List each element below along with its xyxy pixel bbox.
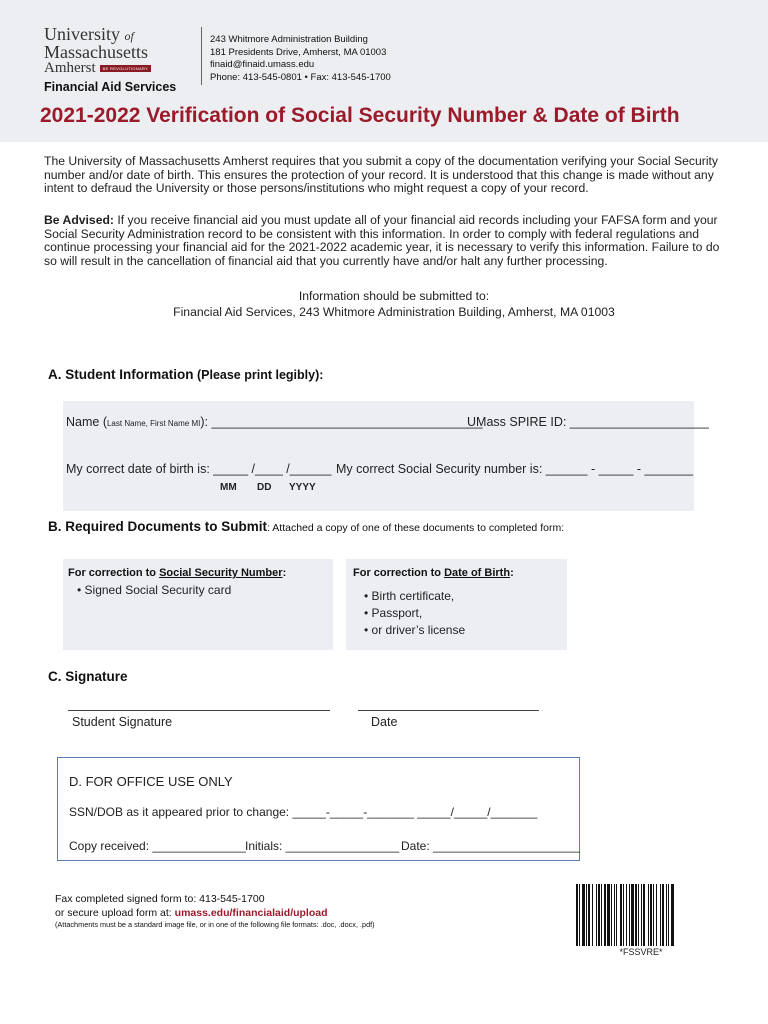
section-b-heading: B. Required Documents to Submit: Attached a copy of one of these documents to completed form: bbox=[48, 519, 565, 534]
contact-phone-fax: Phone: 413-545-0801 • Fax: 413-545-1700 bbox=[210, 71, 391, 83]
student-signature-line[interactable] bbox=[68, 710, 330, 711]
ssn-doc-item: • Signed Social Security card bbox=[77, 583, 232, 597]
student-signature-label: Student Signature bbox=[72, 715, 173, 729]
dob-doc-item: • Passport, bbox=[364, 606, 423, 620]
logo-line-amherst: Amherst BE REVOLUTIONARY bbox=[44, 61, 194, 76]
contact-address-2: 181 Presidents Drive, Amherst, MA 01003 bbox=[210, 46, 387, 58]
prior-ssn-dob-field[interactable]: SSN/DOB as it appeared prior to change: _____-_____-_______ _____/_____/_______ bbox=[69, 805, 538, 819]
submit-line-1: Information should be submitted to: bbox=[298, 289, 490, 303]
dob-field[interactable]: My correct date of birth is: _____ /____ /______ bbox=[66, 462, 332, 476]
date-signature-line[interactable] bbox=[358, 710, 539, 711]
logo-line-university: University of bbox=[44, 24, 134, 44]
department-name: Financial Aid Services bbox=[44, 80, 177, 94]
advised-text: If you receive financial aid you must update all of your financial aid records including your FAFSA form and your Social Security Administration record to be consistent with this information. In order to comply with federal regulations and continue processing your financial aid for the 2021-2022 academic year, it is necessary to verify this information. Failure to do so will result in the cancellation of financial aid that you currently have and/or halt any further processing. bbox=[44, 213, 720, 268]
dob-doc-item: • Birth certificate, bbox=[364, 589, 455, 603]
section-c-heading: C. Signature bbox=[48, 669, 128, 684]
section-a-heading: A. Student Information (Please print legibly): bbox=[48, 367, 324, 382]
fax-instruction: Fax completed signed form to: 413-545-1700 bbox=[55, 893, 265, 905]
contact-email: finaid@finaid.umass.edu bbox=[210, 59, 315, 71]
dob-doc-item: • or driver’s license bbox=[364, 623, 466, 637]
upload-link[interactable]: umass.edu/financialaid/upload bbox=[174, 907, 328, 919]
attachment-note: (Attachments must be a standard image file, or in one of the following file formats: .doc, .docx, .pdf) bbox=[55, 920, 375, 929]
copy-received-field[interactable]: Copy received: ______________ bbox=[69, 839, 246, 853]
dob-documents-heading: For correction to Date of Birth: bbox=[353, 567, 514, 579]
intro-paragraph: The University of Massachusetts Amherst requires that you submit a copy of the documentation verifying your Social Security number and/or date of birth. This ensures the protection of your record. It is understood that this change is made without any intent to defraud the University or those persons/institutions who might request a copy of your record. bbox=[44, 154, 719, 196]
name-field[interactable]: Name (Last Name, First Name MI): _______________________________________ bbox=[66, 415, 483, 429]
ssn-documents-heading: For correction to Social Security Number: bbox=[68, 567, 287, 579]
dob-mm-label: MM bbox=[220, 482, 237, 493]
dob-dd-label: DD bbox=[257, 482, 272, 493]
submit-line-2: Financial Aid Services, 243 Whitmore Administration Building, Amherst, MA 01003 bbox=[173, 304, 615, 319]
advised-paragraph bbox=[44, 214, 730, 268]
ssn-field[interactable]: My correct Social Security number is: ______ - _____ - _______ bbox=[336, 462, 694, 476]
barcode-text: *FSSVRE* bbox=[619, 947, 663, 957]
logo-tagline: BE REVOLUTIONARY bbox=[100, 65, 151, 72]
header-divider bbox=[201, 27, 202, 85]
spire-id-field[interactable]: UMass SPIRE ID: ____________________ bbox=[467, 415, 709, 429]
office-date-field[interactable]: Date: ______________________ bbox=[401, 839, 580, 853]
submit-info bbox=[44, 289, 744, 320]
signature-date-label: Date bbox=[371, 715, 398, 729]
contact-block bbox=[210, 34, 391, 84]
contact-address-1: 243 Whitmore Administration Building bbox=[210, 34, 368, 45]
office-use-title: D. FOR OFFICE USE ONLY bbox=[69, 774, 233, 789]
footer-instructions bbox=[55, 892, 375, 930]
page-title: 2021-2022 Verification of Social Security Number & Date of Birth bbox=[40, 104, 680, 127]
upload-instruction: or secure upload form at: umass.edu/financialaid/upload bbox=[55, 907, 328, 919]
dob-yyyy-label: YYYY bbox=[289, 482, 316, 493]
initials-field[interactable]: Initials: _________________ bbox=[245, 839, 400, 853]
logo-line-massachusetts: Massachusetts bbox=[44, 42, 148, 62]
umass-logo bbox=[44, 26, 194, 94]
advised-label: Be Advised: bbox=[44, 213, 114, 227]
barcode bbox=[576, 884, 706, 946]
